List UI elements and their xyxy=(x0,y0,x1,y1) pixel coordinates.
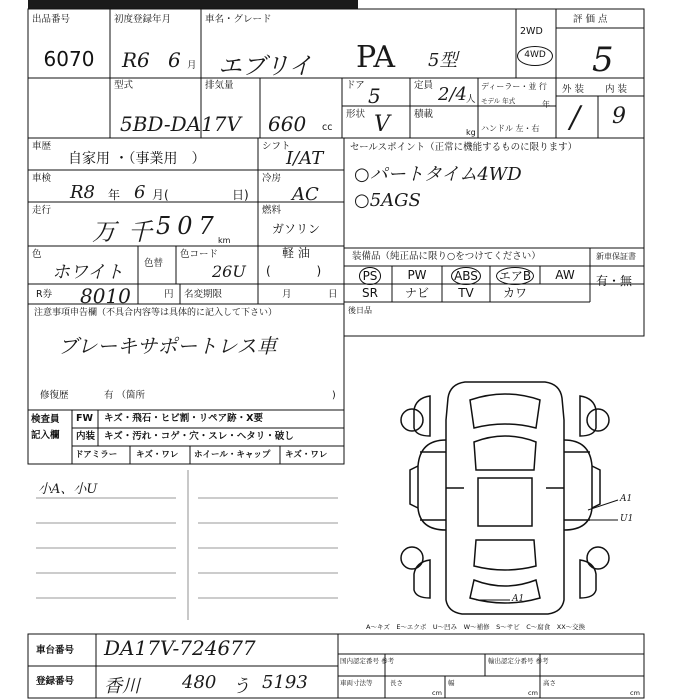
inspection-day-unit: 日) xyxy=(232,188,249,202)
equipment-label: 装備品（純正品に限り○をつけてください） xyxy=(352,251,541,262)
color-change-label: 色替 xyxy=(144,258,164,269)
capacity-unit: 人 xyxy=(466,94,476,105)
load-unit: kg xyxy=(466,128,476,137)
repair-label: 修復歴 xyxy=(40,390,69,401)
equipment-ps: PS xyxy=(350,267,390,285)
damage-mark-a1-rear: A1 xyxy=(512,594,525,604)
body-shape-value: V xyxy=(374,112,390,137)
mileage-label: 走行 xyxy=(32,205,52,216)
doors-label: ドア xyxy=(346,80,365,91)
equipment-tv: TV xyxy=(458,286,474,300)
mileage-unit: km xyxy=(218,236,231,245)
inspection-era: R8 xyxy=(70,182,96,203)
reg-area: 香川 xyxy=(104,676,140,697)
color-code: 26U xyxy=(212,262,246,281)
fuel-value: ガソリン xyxy=(272,222,321,236)
displacement-label: 排気量 xyxy=(205,80,234,91)
footer-unit-height: cm xyxy=(630,689,640,697)
footer-width: 幅 xyxy=(448,679,455,687)
equipment-sr: SR xyxy=(362,286,378,300)
reg-label: 登録番号 xyxy=(36,676,75,687)
inspector-label-2: 記入欄 xyxy=(31,430,60,441)
capacity-value: 2/4 xyxy=(438,84,467,105)
equipment-aw: AW xyxy=(555,268,575,282)
inspector-interior-label: 内装 xyxy=(76,431,96,442)
score-label: 評 価 点 xyxy=(573,14,608,25)
footer-domestic-cert: 国内認定番号 参考 xyxy=(340,657,395,665)
sales-point-2: ○5AGS xyxy=(354,190,421,211)
model-name: エブリイ xyxy=(218,52,313,80)
name-change-label: 名変期限 xyxy=(184,289,223,300)
inspection-month: 6 xyxy=(134,182,146,203)
reg-kana: う xyxy=(232,676,250,697)
reg-number: 5193 xyxy=(262,672,308,693)
fuel-paren: ( ) xyxy=(266,264,322,278)
equipment-abs: ABS xyxy=(444,267,488,285)
damage-mark-a1: A1 xyxy=(620,494,633,504)
inspector-mirror-label: ドアミラー xyxy=(75,450,118,460)
type-code: 5BD-DA17V xyxy=(120,112,241,136)
recycle-label: R券 xyxy=(36,289,53,300)
damage-mark-u1: U1 xyxy=(620,514,634,524)
recycle-value: 8010 xyxy=(80,284,131,308)
doors-value: 5 xyxy=(368,84,381,108)
shift-value: I/AT xyxy=(286,148,324,169)
repair-value: 有 （箇所 xyxy=(104,390,146,401)
first-reg-era: R6 xyxy=(122,48,150,72)
shift-label: シフト xyxy=(262,141,291,152)
new-warranty-label: 新車保証書 xyxy=(596,252,636,261)
inspector-label-1: 検査員 xyxy=(31,414,60,425)
color-value: ホワイト xyxy=(52,262,124,283)
fuel-label: 燃料 xyxy=(262,205,282,216)
footer-unit-width: cm xyxy=(528,689,538,697)
model-grade-label: 車名・グレード xyxy=(205,14,272,25)
reg-class: 480 xyxy=(182,672,217,693)
footer-export-cert: 輸出認定分番号 参考 xyxy=(488,657,549,665)
mileage-man: 万 xyxy=(92,218,116,246)
model-year-label: モデル 年式 xyxy=(481,97,516,105)
equipment-navi: ナビ xyxy=(404,286,429,300)
retrofit-label: 後日品 xyxy=(348,306,372,315)
exterior-score: / xyxy=(570,100,581,135)
lot-label: 出品番号 xyxy=(32,14,71,25)
repair-close: ) xyxy=(332,390,336,401)
inspection-year-unit: 年 xyxy=(108,188,121,202)
cooling-label: 冷房 xyxy=(262,173,282,184)
grade: PA xyxy=(356,40,396,75)
load-label: 積載 xyxy=(414,109,434,120)
equipment-pw: PW xyxy=(407,268,427,282)
exterior-label: 外 装 xyxy=(562,84,585,95)
chassis-label: 車台番号 xyxy=(36,645,75,656)
inspector-mirror-items: キズ・ワレ xyxy=(136,450,179,460)
inspector-note: 小A、小U xyxy=(38,482,98,497)
color-label: 色 xyxy=(32,249,42,260)
footer-unit-length: cm xyxy=(432,689,442,697)
sales-point-1: ○パートタイム4WD xyxy=(354,164,522,185)
model-year-unit: 年 xyxy=(542,100,550,109)
chassis-number: DA17V-724677 xyxy=(104,636,256,660)
notes-text: ブレーキサポートレス車 xyxy=(58,334,277,358)
mileage-sen: 千 xyxy=(128,218,152,246)
capacity-label: 定員 xyxy=(414,80,434,91)
warranty-value: 有・無 xyxy=(596,274,633,288)
dealer-label: ディーラー・並 行 xyxy=(481,82,547,91)
mileage-value: 507 xyxy=(156,212,220,240)
first-reg-month: 6 xyxy=(168,48,181,72)
displacement-unit: cc xyxy=(322,122,333,133)
inspector-interior-items: キズ・汚れ・コゲ・穴・スレ・ヘタリ・破し xyxy=(104,431,294,442)
score-value: 5 xyxy=(592,40,614,80)
drive-2wd: 2WD xyxy=(520,26,543,37)
fuel-diesel: 軽 油 xyxy=(282,246,310,260)
sales-label: セールスポイント（正常に機能するものに限ります） xyxy=(350,142,578,153)
interior-score: 9 xyxy=(612,104,626,129)
usage-label: 車歴 xyxy=(32,141,52,152)
handle-label: ハンドル 左・右 xyxy=(481,124,540,133)
footer-height: 高さ xyxy=(543,679,556,687)
usage-value: 自家用 ・（事業用 ） xyxy=(68,151,206,167)
first-reg-month-unit: 月 xyxy=(187,60,197,71)
inspection-label: 車検 xyxy=(32,173,52,184)
recycle-unit: 円 xyxy=(164,289,174,300)
footer-length: 長さ xyxy=(390,679,403,687)
displacement-value: 660 xyxy=(268,112,307,136)
car-diagram xyxy=(401,382,609,614)
lot-number: 6070 xyxy=(43,47,95,71)
inspector-fw-label: FW xyxy=(76,413,93,424)
name-change-month: 月 xyxy=(282,289,292,300)
inspector-wheel-items: キズ・ワレ xyxy=(285,450,328,460)
damage-legend: A～キズ E～エクボ U～凹み W～補修 S～サビ C～腐食 XX～交換 xyxy=(366,623,586,631)
drive-4wd: 4WD xyxy=(517,46,553,66)
type-label: 型式 xyxy=(114,80,134,91)
inspector-fw-items: キズ・飛石・ヒビ割・リペア跡・X要 xyxy=(104,413,263,424)
body-shape-label: 形状 xyxy=(346,109,366,120)
cooling-value: AC xyxy=(292,184,319,205)
name-change-day: 日 xyxy=(328,289,338,300)
footer-dimensions: 車両寸法等 xyxy=(340,679,373,687)
notes-label: 注意事項申告欄（不具合内容等は具体的に記入して下さい） xyxy=(34,308,278,318)
color-code-label: 色コード xyxy=(180,249,219,260)
inspector-wheel-label: ホイール・キャップ xyxy=(194,450,271,460)
interior-label: 内 装 xyxy=(605,84,628,95)
first-reg-label: 初度登録年月 xyxy=(114,14,172,25)
equipment-airbag: エアB xyxy=(492,267,538,285)
equipment-leather: カワ xyxy=(502,286,527,300)
inspection-month-unit: 月( xyxy=(152,188,169,202)
grade-version: 5型 xyxy=(428,50,458,71)
